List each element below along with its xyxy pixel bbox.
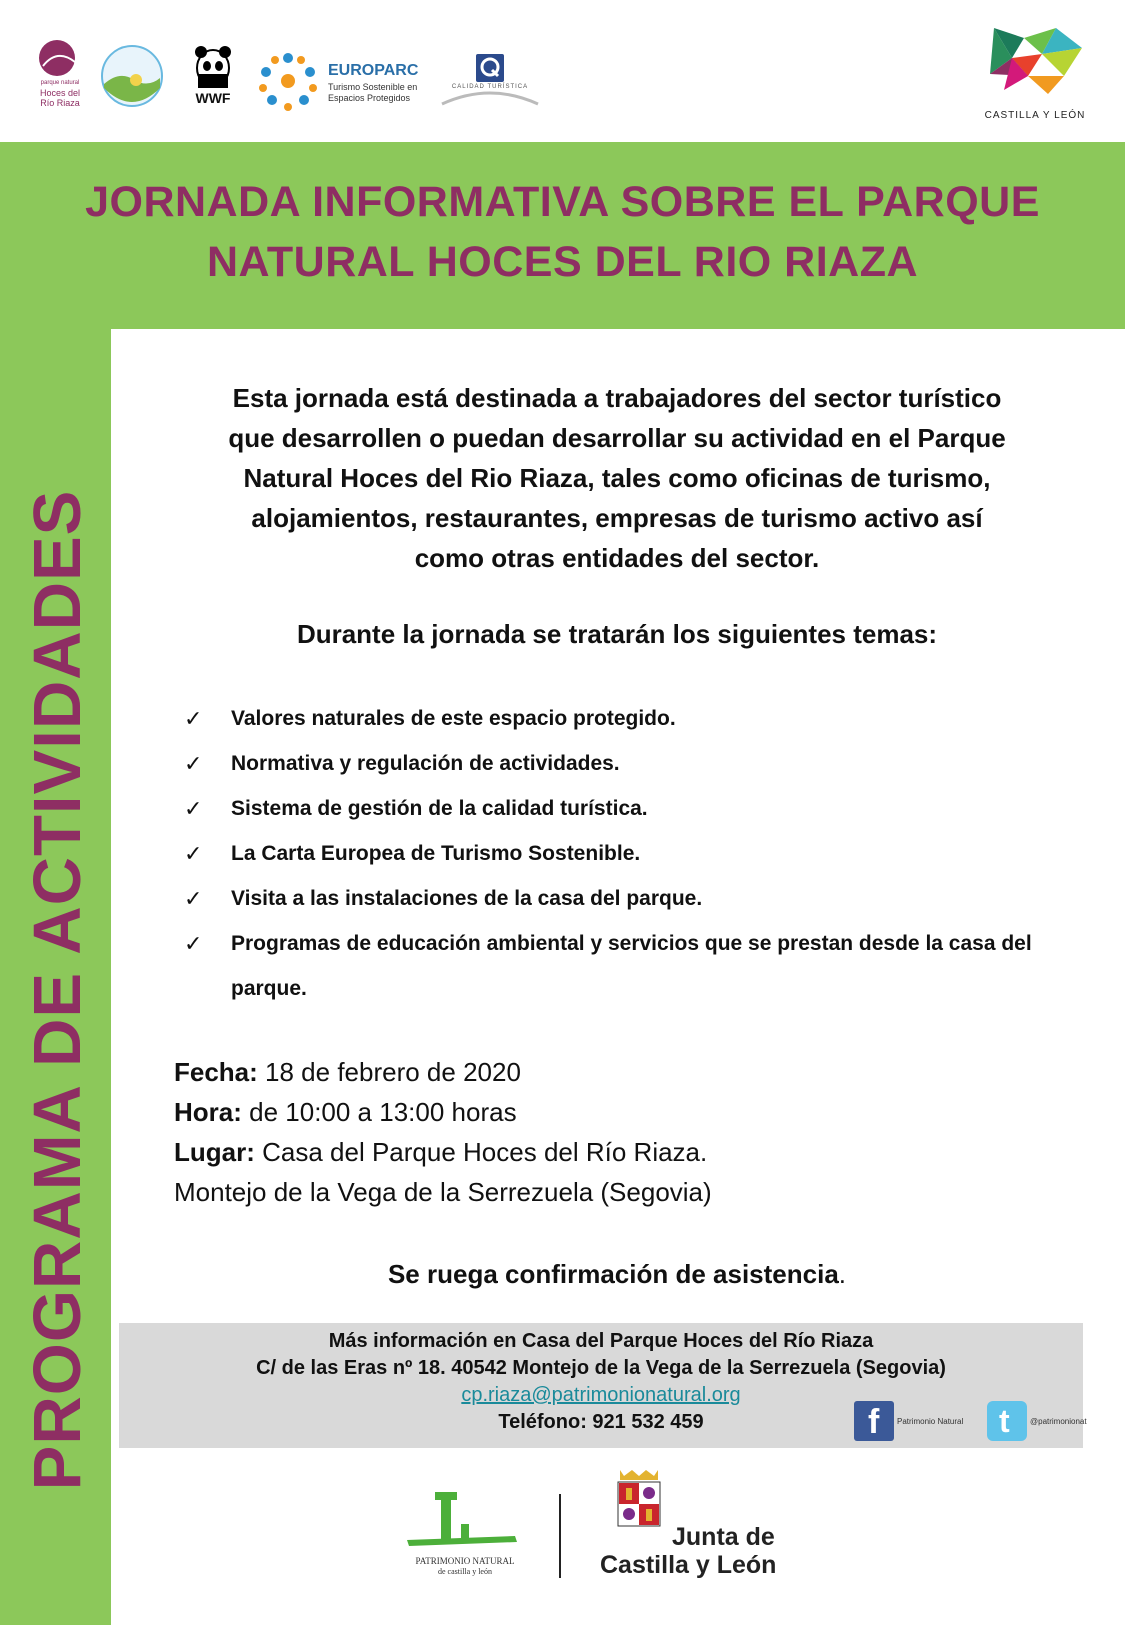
intro-line: alojamientos, restaurantes, empresas de turismo activo así [251,503,983,533]
hora-label: Hora: [174,1097,242,1127]
confirm-period: . [838,1259,847,1289]
info-line-2: C/ de las Eras nº 18. 40542 Montejo de la Vega de la Serrezuela (Segovia) [256,1357,946,1379]
event-details [174,1052,1074,1212]
twitter-icon[interactable]: t [987,1401,1027,1441]
confirm-text: Se ruega confirmación de asistencia [387,1259,839,1289]
list-item [180,696,1060,741]
list-item [180,741,1060,786]
footer-divider [559,1494,561,1578]
lugar-value: Casa del Parque Hoces del Río Riaza. [254,1137,708,1167]
list-item [180,876,1060,921]
logo-wwf [190,44,236,108]
lugar-row [174,1132,1074,1172]
junta-name [600,1523,776,1579]
list-item [180,831,1060,876]
lugar-label: Lugar: [174,1137,255,1167]
logo-castilla-y-leon [980,24,1090,124]
check-icon: ✓ [184,886,203,911]
twitter-label: @patrimonionat [1030,1417,1087,1426]
topic-text: Visita a las instalaciones de la casa del parque. [231,887,703,910]
patrimonio-tower-icon [405,1490,525,1552]
intro-line: Esta jornada está destinada a trabajadores del sector turístico [232,383,1002,413]
title-line-2: NATURAL HOCES DEL RIO RIAZA [206,238,919,286]
castilla-y-leon-label: CASTILLA Y LEÓN [984,110,1086,121]
hora-value: de 10:00 a 13:00 horas [241,1097,517,1127]
topic-text: Programas de educación ambiental y servicios que se prestan desde la casa del parque. [231,932,1032,1000]
patrimonio-line2: de castilla y león [438,1567,492,1576]
list-item [180,786,1060,831]
title-line-1: JORNADA INFORMATIVA SOBRE EL PARQUE [85,178,1040,226]
logo-hoces-del-rio-riaza [30,38,90,110]
side-label-programa-de-actividades: PROGRAMA DE ACTIVIDADES [20,489,95,1491]
junta-line-2: Castilla y León [600,1551,777,1579]
castilla-y-leon-mosaic-icon [984,24,1084,96]
page-title [0,172,1125,292]
logo-patrimonio-natural [405,1490,525,1580]
phone: Teléfono: 921 532 459 [498,1411,704,1433]
topic-text: Sistema de gestión de la calidad turística. [231,797,648,820]
confirmation-note [172,1254,1062,1294]
intro-line: Natural Hoces del Rio Riaza, tales como oficinas de turismo, [243,463,991,493]
logo-calidad-turistica [440,52,540,110]
logo-europarc [256,50,426,112]
check-icon: ✓ [184,841,203,866]
facebook-icon[interactable]: f [854,1401,894,1441]
topics-heading: Durante la jornada se tratarán los siguientes temas: [296,619,938,649]
hora-row [174,1092,1074,1132]
intro-paragraph [172,378,1062,578]
topic-text: Valores naturales de este espacio protegido. [231,707,676,730]
topics-list [180,696,1060,1011]
fecha-value: 18 de febrero de 2020 [257,1057,521,1087]
calidad-label: CALIDAD TURÍSTICA [451,84,529,90]
facebook-label: Patrimonio Natural [897,1417,964,1426]
check-icon: ✓ [184,706,203,731]
q-quality-icon [440,52,540,110]
intro-line: como otras entidades del sector. [414,543,820,573]
europarc-star-icon [256,50,320,112]
europarc-line1: Turismo Sostenible en [328,82,418,92]
check-icon: ✓ [184,931,203,956]
check-icon: ✓ [184,751,203,776]
europarc-line2: Espacios Protegidos [328,93,411,103]
panda-icon [190,44,236,88]
fecha-row [174,1052,1074,1092]
hoces-logo-text-2: Hoces del [39,88,81,98]
wwf-label: WWF [195,90,231,106]
patrimonio-line1: PATRIMONIO NATURAL [415,1556,515,1566]
hoces-logo-text-3: Río Riaza [40,98,80,108]
topic-text: La Carta Europea de Turismo Sostenible. [231,842,641,865]
email-link[interactable]: cp.riaza@patrimonionatural.org [461,1384,741,1406]
hoces-logo-text-1: parque natural [40,80,80,86]
landscape-logo-icon [100,44,164,108]
intro-line: que desarrollen o puedan desarrollar su actividad en el Parque [228,423,1006,453]
junta-line-1: Junta de [672,1523,775,1551]
topic-text: Normativa y regulación de actividades. [231,752,620,775]
europarc-name: EUROPARC [328,62,419,79]
lugar-line-2: Montejo de la Vega de la Serrezuela (Segovia) [174,1177,712,1207]
list-item [180,921,1060,1011]
info-line-1: Más información en Casa del Parque Hoces del Río Riaza [328,1330,874,1352]
check-icon: ✓ [184,796,203,821]
fecha-label: Fecha: [174,1057,258,1087]
hoces-logo-icon [35,38,85,78]
